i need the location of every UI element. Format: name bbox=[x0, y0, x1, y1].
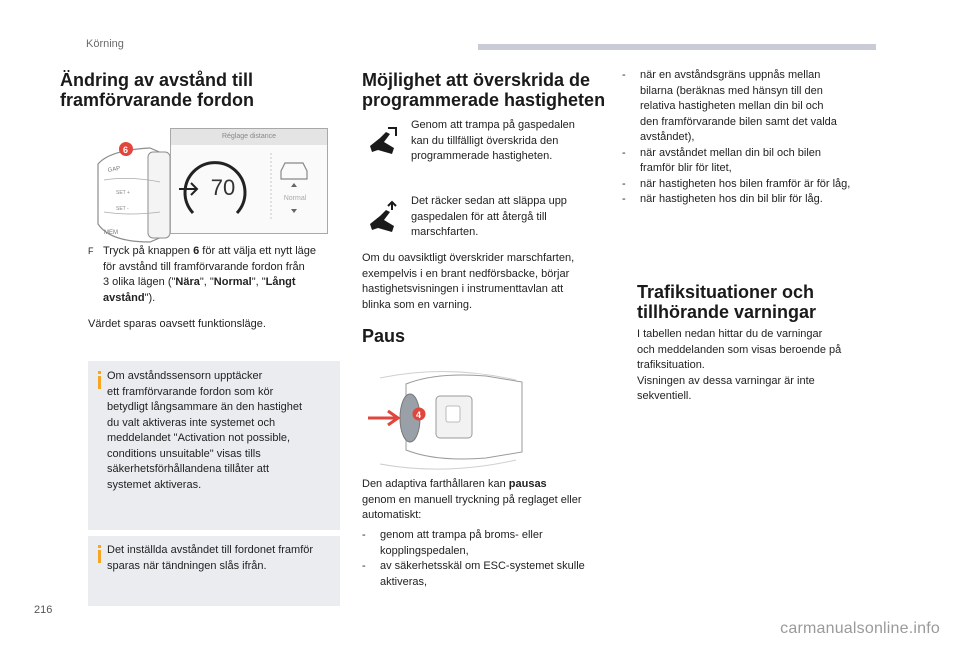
list-item: - av säkerhetsskäl om ESC-systemet skulle aktiveras, bbox=[362, 560, 585, 588]
note-mark-bar bbox=[98, 550, 101, 563]
note-mark-icon bbox=[98, 371, 101, 374]
step-line-1: Tryck på knappen 6 för att välja ett nytt läge bbox=[103, 245, 317, 257]
down-arrow-icon bbox=[291, 209, 297, 213]
note-mark-icon bbox=[98, 545, 101, 548]
list-item: - när hastigheten hos din bil blir för låg. bbox=[622, 193, 823, 205]
note-1-text: Om avståndssensorn upptäcker ett framförvarande fordon som kör betydligt långsammare än den hastighet du valt aktiveras inte systemet och meddelandet "Activation not possible, conditions unsuitable" visas tills säkerhetsförhållandena tillåter att systemet aktiveras. bbox=[107, 370, 303, 491]
info-note-1 bbox=[88, 361, 340, 530]
heading-line: Trafiksituationer och bbox=[637, 282, 815, 302]
heading-line: programmerade hastigheten bbox=[362, 90, 606, 110]
screen-speed: 70 bbox=[210, 175, 236, 200]
heading-line: framförvarande fordon bbox=[60, 90, 255, 110]
pause-list bbox=[362, 528, 612, 590]
heading-line: tillhörande varningar bbox=[637, 302, 817, 322]
overspeed-text: Om du oavsiktligt överskrider marschfarten, exempelvis i en brant nedförsbacke, börjar hastighetsvisningen i instrumenttavlan att blinka som en varning. bbox=[362, 252, 575, 311]
heading-override bbox=[362, 70, 605, 110]
lever-mem-label: MEM bbox=[104, 230, 118, 236]
badge-4-label: 4 bbox=[416, 410, 422, 420]
screen-mode: Normal bbox=[283, 195, 307, 202]
saved-note: Värdet sparas oavsett funktionsläge. bbox=[88, 318, 266, 330]
note-2-text: Det inställda avståndet till fordonet framför sparas när tändningen slås ifrån. bbox=[107, 544, 314, 572]
list-item: - när en avståndsgräns uppnås mellan bilarna (beräknas med hänsyn till den relativa hastigheten mellan din bil och den framförvarande bilen samt det valda avståndet), bbox=[622, 69, 837, 143]
note-mark-bar bbox=[98, 376, 101, 389]
heading-line: Möjlighet att överskrida de bbox=[362, 70, 591, 90]
section-label: Körning bbox=[86, 38, 124, 50]
foot1-text: Genom att trampa på gaspedalen kan du tillfälligt överskrida den programmerade hastigheten. bbox=[411, 119, 575, 162]
foot-release-icon bbox=[366, 200, 400, 234]
foot-press-icon bbox=[366, 124, 400, 158]
page-number: 216 bbox=[34, 604, 53, 616]
lever-set-plus-label: SET + bbox=[116, 190, 130, 196]
red-arrow-icon bbox=[368, 411, 398, 425]
step-line-2: för avstånd till framförvarande fordon från bbox=[103, 260, 305, 273]
lever-set-minus-label: SET - bbox=[116, 206, 129, 212]
step-line-3: 3 olika lägen ("Nära", "Normal", "Långt bbox=[103, 276, 296, 288]
pause-intro: Den adaptiva farthållaren kan pausas genom en manuell tryckning på reglaget eller automatiskt: bbox=[362, 478, 582, 521]
header-bar bbox=[478, 44, 876, 50]
display-screen bbox=[170, 128, 328, 234]
condition-list bbox=[622, 68, 902, 208]
lever-gap-label: GAP bbox=[107, 165, 121, 174]
list-item: - genom att trampa på broms- eller kopplingspedalen, bbox=[362, 529, 543, 557]
foot2-text: Det räcker sedan att släppa upp gaspedalen för att återgå till marschfarten. bbox=[411, 195, 567, 238]
screen-title: Réglage distance bbox=[171, 129, 327, 145]
list-item: - när hastigheten hos bilen framför är för låg, bbox=[622, 177, 851, 190]
step-line-4: avstånd"). bbox=[103, 291, 156, 304]
watermark: carmanualsonline.info bbox=[780, 620, 940, 637]
up-arrow-icon bbox=[291, 183, 297, 187]
step-bullet: F bbox=[88, 246, 94, 256]
info-note-2 bbox=[88, 536, 340, 606]
heading-line: Ändring av avstånd till bbox=[60, 70, 254, 90]
car-icon bbox=[281, 163, 307, 179]
step-instruction bbox=[88, 244, 348, 306]
heading-pause: Paus bbox=[362, 326, 406, 346]
badge-6-label: 6 bbox=[123, 145, 129, 155]
traffic-intro: I tabellen nedan hittar du de varningar och meddelanden som visas beroende på trafiksituation. Visningen av dessa varningar är inte sekventiell. bbox=[637, 328, 842, 402]
list-item: - när avståndet mellan din bil och bilen framför blir för litet, bbox=[622, 146, 822, 174]
pause-illustration bbox=[366, 366, 616, 476]
heading-traffic bbox=[637, 282, 816, 322]
heading-distance bbox=[60, 70, 254, 110]
